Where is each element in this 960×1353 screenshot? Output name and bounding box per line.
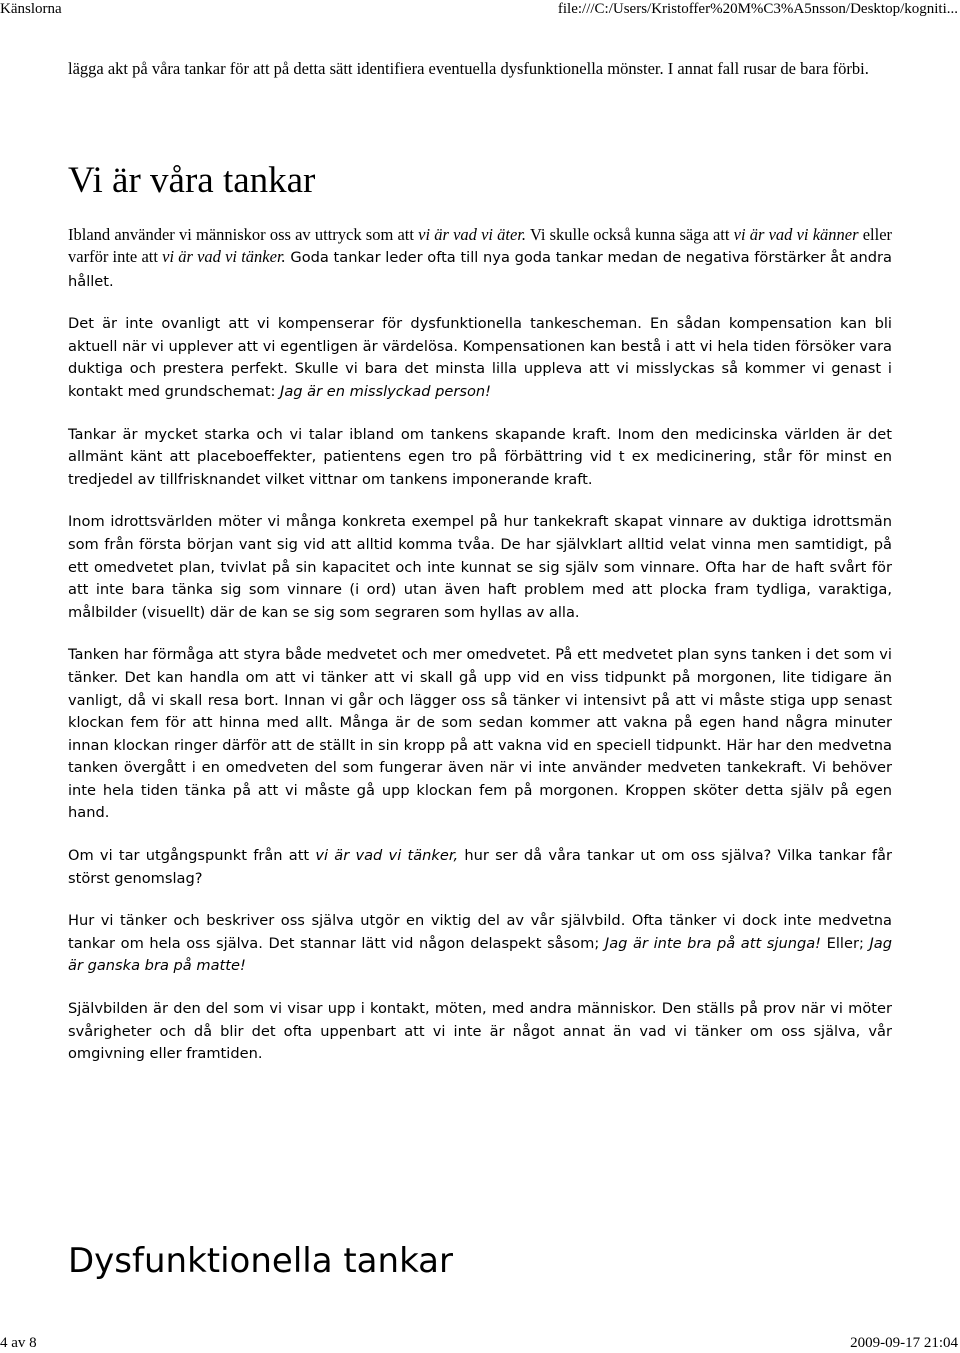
p1-text-1: Ibland använder vi människor oss av uttryck som att — [68, 225, 419, 244]
p1-italic-2: vi är vad vi känner — [733, 225, 859, 244]
paragraph-7 — [68, 910, 892, 978]
p7-text-2: Eller; — [821, 934, 870, 952]
paragraph-1 — [68, 224, 892, 293]
paragraph-3: Tankar är mycket starka och vi talar ibland om tankens skapande kraft. Inom den medicinska världen är det allmänt känt att placeboeffekter, patientens egen tro på förbättring vid t ex medicinering, står för minst en tredjedel av tillfrisknandet vilket vittnar om tankens imponerande kraft. — [68, 425, 892, 488]
p1-text-4: Goda tankar leder ofta till nya goda tankar medan de negativa förstärker åt andra hållet. — [68, 249, 892, 290]
p2-text-1: Det är inte ovanligt att vi kompenserar för dysfunktionella tankescheman. En sådan kompensation kan bli aktuell när vi upplever att vi egentligen är värdelösa. Kompensationen kan bestå i att vi hela tiden försöker vara duktiga och prestera perfekt. Skulle vi bara det minsta lilla uppleva att vi misslyckas så kommer vi genast i kontakt med grundschemat: — [68, 315, 892, 400]
intro-paragraph: lägga akt på våra tankar för att på detta sätt identifiera eventuella dysfunktionella mönster. I annat fall rusar de bara förbi. — [68, 59, 869, 78]
print-timestamp: 2009-09-17 21:04 — [850, 1335, 958, 1351]
paragraph-5: Tanken har förmåga att styra både medvetet och mer omedvetet. På ett medvetet plan syns tanken i det som vi tänker. Det kan handla om att vi tänker att vi skall gå upp vid en viss tidpunkt på morgonen, lite tidigare än vanligt, då vi skall resa bort. Innan vi går och lägger oss så tänker vi intensivt på att vi måste stiga upp senast klockan fem för att hinna med allt. Många är de som sedan kommer att vakna på egen hand några minuter innan klockan ringer därför att de ställt in sin kropp på att vakna vid en speciell tidpunkt. Här har den medvetna tanken övergått i en omedveten del som fungerar även när vi inte använder medveten tankekraft. Vi behöver inte hela tiden tänka på att vi måste gå upp klockan fem på morgonen. Kroppen sköter detta själv på egen hand. — [68, 646, 892, 822]
paragraph-4: Inom idrottsvärlden möter vi många konkreta exempel på hur tankekraft skapat vinnare av duktiga idrottsmän som från första början vant sig vid att alltid komma tvåa. De har självklart alltid velat vinna men samtidigt, på ett omedvetet plan, tvivlat på sin kapacitet och inte kunnat se sig själv som vinnare. Ofta har de haft svårt för att inte bara tänka sig som vinnare (i ord) utan även haft problem med att plocka fram tydliga, varaktiga, målbilder (visuellt) där de kan se sig som segraren som hyllas av alla. — [68, 513, 892, 621]
p7-italic-2: Jag är ganska bra på matte! — [68, 934, 892, 975]
p7-italic-1: Jag är inte bra på att sjunga! — [604, 934, 822, 952]
p1-text-3: eller varför inte att — [68, 225, 893, 266]
p2-italic-1: Jag är en misslyckad person! — [280, 382, 491, 400]
paragraph-6 — [68, 845, 892, 890]
browser-print-header — [0, 0, 960, 18]
page-header-title: Känslorna — [0, 1, 62, 17]
p1-italic-1: vi är vad vi äter. — [418, 225, 527, 244]
page-header-url: file:///C:/Users/Kristoffer%20M%C3%A5nsson/Desktop/kogniti... — [557, 1, 958, 17]
section-heading-vi-ar-vara-tankar: Vi är våra tankar — [68, 160, 316, 201]
p6-text-2: hur ser då våra tankar ut om oss själva? Vilka tankar får störst genomslag? — [68, 847, 893, 887]
p6-italic-1: vi är vad vi tänker, — [315, 847, 459, 865]
document-body — [68, 58, 892, 1066]
browser-print-footer — [0, 1334, 960, 1352]
page-number: 4 av 8 — [0, 1335, 37, 1351]
paragraph-2 — [68, 313, 892, 403]
p1-italic-3: vi är vad vi tänker. — [162, 247, 286, 266]
paragraph-8: Självbilden är den del som vi visar upp i kontakt, möten, med andra människor. Den ställs på prov när vi möter svårigheter och då blir det ofta uppenbart att vi inte är något annat än vad vi tänker om oss själva, vår omgivning eller framtiden. — [68, 1000, 892, 1063]
p1-text-2: Vi skulle också kunna säga att — [526, 225, 734, 244]
p6-text-1: Om vi tar utgångspunkt från att — [68, 847, 316, 865]
section-heading-dysfunktionella-tankar: Dysfunktionella tankar — [68, 1241, 453, 1281]
p7-text-1: Hur vi tänker och beskriver oss själva utgör en viktig del av vår självbild. Ofta tänker vi dock inte medvetna tankar om hela oss själva. Det stannar lätt vid någon delaspekt såsom; — [68, 912, 892, 952]
